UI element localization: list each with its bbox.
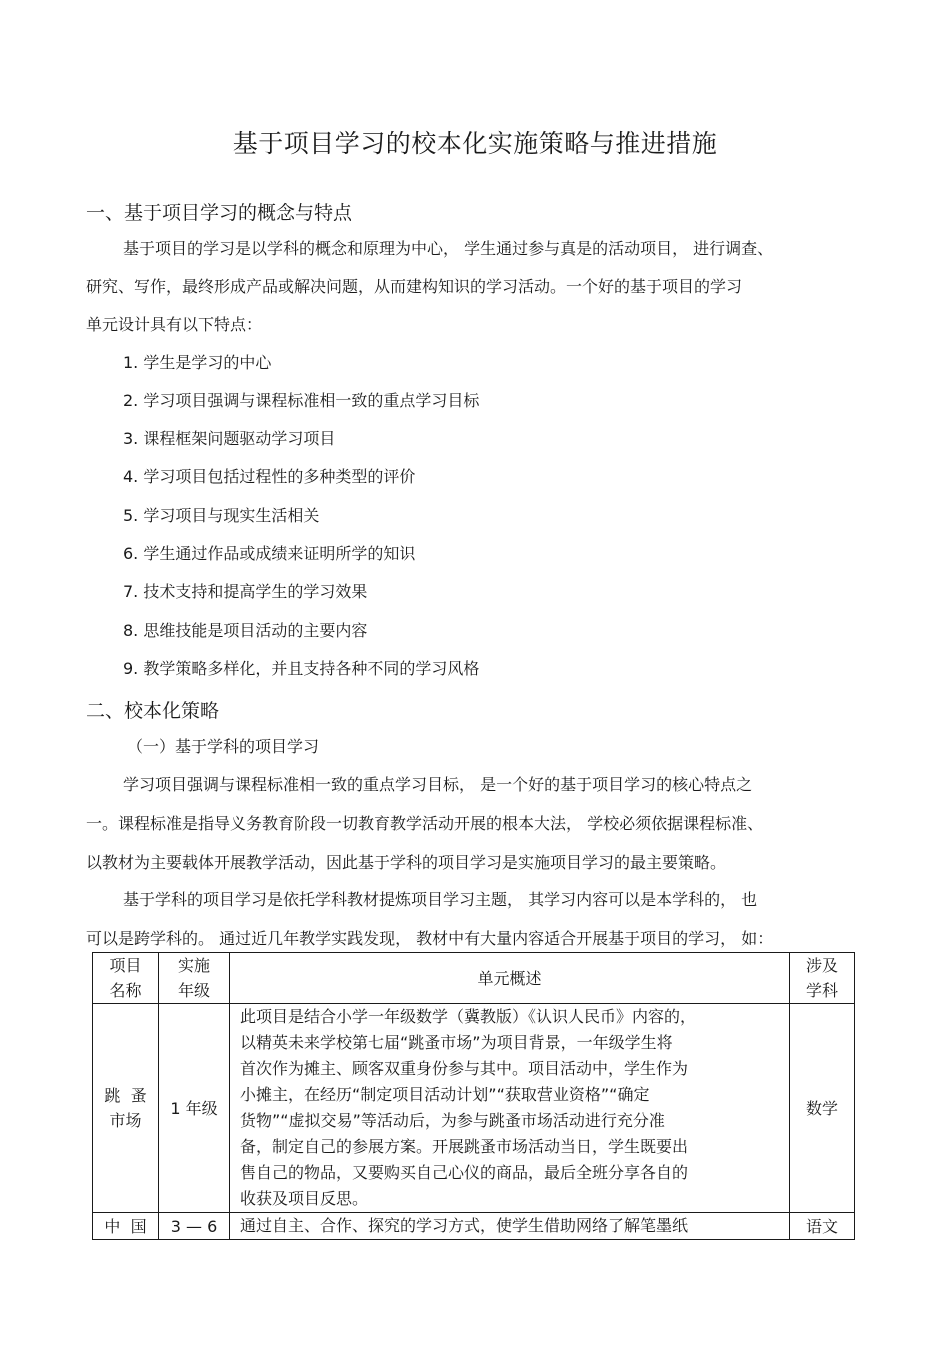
grade-cell: 1 年级	[159, 1004, 230, 1213]
header-overview: 单元概述	[230, 953, 790, 1004]
header-text: 项目	[109, 956, 142, 975]
paragraph-line: 基于学科的项目学习是依托学科教材提炼项目学习主题， 其学习内容可以是本学科的， 也	[123, 890, 758, 909]
overview-line: 备，制定自己的参展方案。开展跳蚤市场活动当日，学生既要出	[240, 1137, 689, 1156]
feature-item: 7. 技术支持和提高学生的学习效果	[123, 582, 368, 601]
feature-item: 9. 教学策略多样化，并且支持各种不同的学习风格	[123, 659, 480, 678]
table-row	[93, 1004, 855, 1213]
project-name-cell	[93, 1213, 159, 1240]
header-text: 年级	[177, 981, 210, 1000]
feature-item: 8. 思维技能是项目活动的主要内容	[123, 621, 368, 640]
overview-cell	[230, 1213, 790, 1240]
intro-line: 单元设计具有以下特点：	[86, 315, 263, 334]
feature-item: 2. 学习项目强调与课程标准相一致的重点学习目标	[123, 391, 480, 410]
project-name-text: 跳 蚤	[104, 1086, 147, 1105]
overview-line: 小摊主，在经历“制定项目活动计划”“获取营业资格”“确定	[240, 1085, 650, 1104]
section-heading-1: 一、基于项目学习的概念与特点	[86, 202, 353, 224]
overview-line: 售自己的物品，又要购买自己心仪的商品，最后全班分享各自的	[240, 1163, 689, 1182]
header-text: 涉及	[805, 956, 838, 975]
overview-line: 此项目是结合小学一年级数学（冀教版）《认识人民币》内容的，	[240, 1007, 697, 1026]
subsection-heading: （一）基于学科的项目学习	[127, 737, 320, 756]
table-header-row	[93, 953, 855, 1004]
feature-item: 4. 学习项目包括过程性的多种类型的评价	[123, 467, 416, 486]
project-units-table	[92, 952, 855, 1240]
intro-line: 研究、写作，最终形成产品或解决问题，从而建构知识的学习活动。一个好的基于项目的学习	[86, 277, 743, 296]
project-name-text: 市场	[109, 1111, 142, 1130]
section-heading-2: 二、校本化策略	[86, 700, 220, 722]
overview-cell	[230, 1004, 790, 1213]
header-text: 实施	[177, 956, 210, 975]
paragraph-line: 学习项目强调与课程标准相一致的重点学习目标， 是一个好的基于项目学习的核心特点之	[123, 775, 753, 794]
table-row	[93, 1213, 855, 1240]
feature-item: 6. 学生通过作品或成绩来证明所学的知识	[123, 544, 416, 563]
subject-cell: 语文	[790, 1213, 855, 1240]
feature-item: 5. 学习项目与现实生活相关	[123, 506, 320, 525]
intro-line: 基于项目的学习是以学科的概念和原理为中心， 学生通过参与真是的活动项目， 进行调查、	[123, 239, 774, 258]
overview-line: 通过自主、合作、探究的学习方式，使学生借助网络了解笔墨纸	[240, 1216, 689, 1235]
grade-cell: 3 — 6	[159, 1213, 230, 1240]
feature-item: 1. 学生是学习的中心	[123, 353, 272, 372]
project-name-cell	[93, 1004, 159, 1213]
subject-cell: 数学	[790, 1004, 855, 1213]
feature-item: 3. 课程框架问题驱动学习项目	[123, 429, 336, 448]
project-name-text: 中 国	[104, 1216, 147, 1236]
document-title: 基于项目学习的校本化实施策略与推进措施	[232, 129, 718, 158]
overview-line: 以精英未来学校第七届“跳蚤市场”为项目背景，一年级学生将	[240, 1033, 673, 1052]
overview-line: 首次作为摊主、顾客双重身份参与其中。项目活动中，学生作为	[240, 1059, 689, 1078]
header-project-name	[93, 953, 159, 1004]
overview-line: 货物”“虚拟交易”等活动后，为参与跳蚤市场活动进行充分准	[240, 1111, 665, 1130]
overview-line: 收获及项目反思。	[240, 1189, 369, 1208]
header-text: 名称	[109, 981, 142, 1000]
header-grade	[159, 953, 230, 1004]
header-subject	[790, 953, 855, 1004]
paragraph-line: 一。课程标准是指导义务教育阶段一切教育教学活动开展的根本大法， 学校必须依据课程标准、	[86, 814, 764, 833]
header-text: 学科	[805, 981, 838, 1000]
paragraph-line: 以教材为主要载体开展教学活动，因此基于学科的项目学习是实施项目学习的最主要策略。	[86, 853, 727, 872]
paragraph-line: 可以是跨学科的。 通过近几年教学实践发现， 教材中有大量内容适合开展基于项目的学习， 如：	[86, 929, 774, 948]
